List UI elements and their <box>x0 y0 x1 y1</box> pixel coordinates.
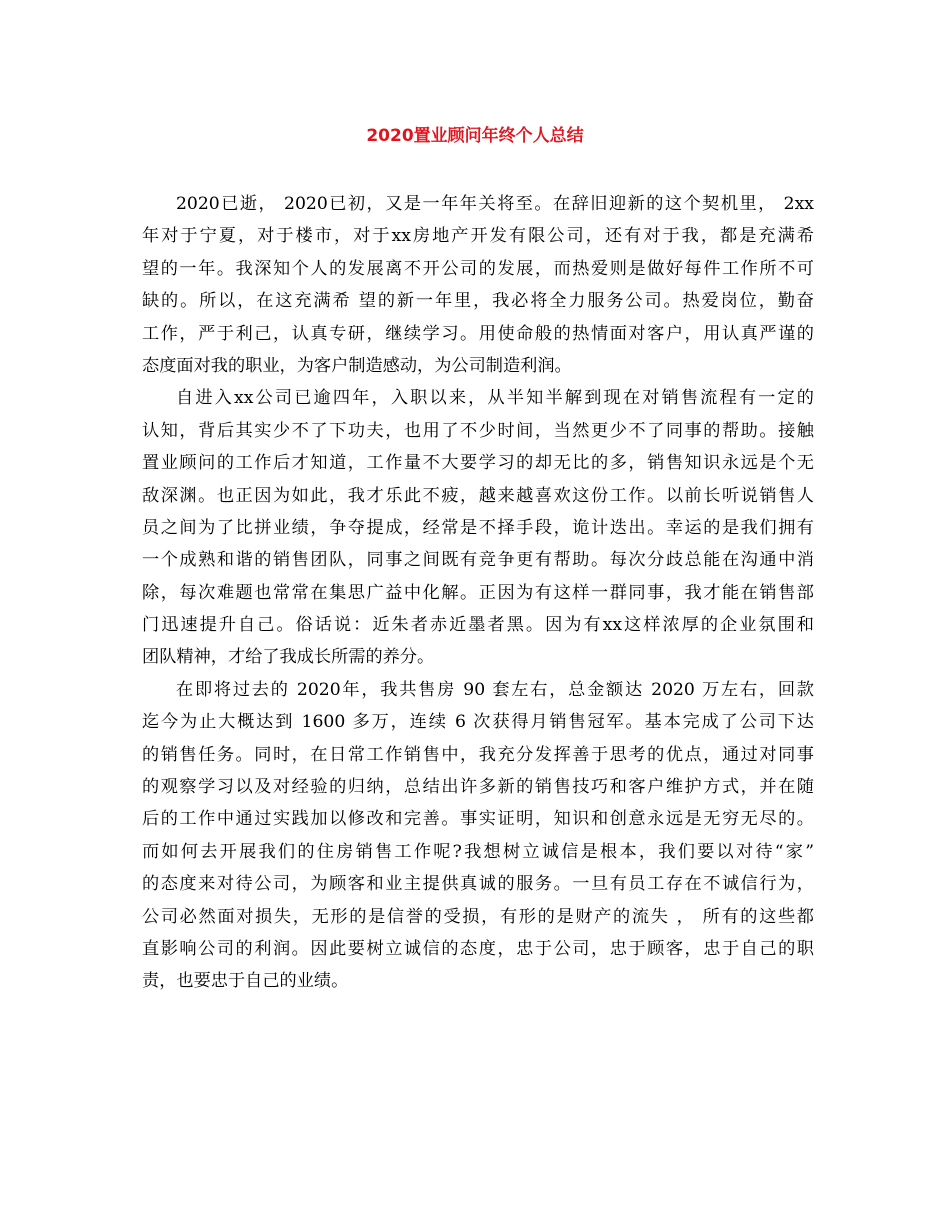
paragraph-line: 态度面对我的职业，为客户制造感动，为公司制造利润。 <box>142 355 572 376</box>
paragraph-line: 员之间为了比拼业绩，争夺提成，经常是不择手段，诡计迭出。幸运的是我们拥有 <box>142 517 814 538</box>
paragraph-line: 认知，背后其实少不了下功夫，也用了不少时间，当然更少不了同事的帮助。接触 <box>142 420 814 441</box>
paragraph-line: 的态度来对待公司，为顾客和业主提供真诚的服务。一旦有员工存在不诚信行为， <box>142 874 814 895</box>
paragraph-line: 责，也要忠于自己的业绩。 <box>142 971 349 992</box>
paragraph-line: 除，每次难题也常常在集思广益中化解。正因为有这样一群同事，我才能在销售部 <box>142 582 814 603</box>
document-body <box>142 188 814 998</box>
paragraph-line: 的销售任务。同时，在日常工作销售中，我充分发挥善于思考的优点，通过对同事 <box>142 744 814 765</box>
paragraph-line: 在即将过去的 2020年，我共售房 90 套左右，总金额达 2020 万左右，回款 <box>176 679 814 700</box>
paragraph-line: 望的一年。我深知个人的发展离不开公司的发展，而热爱则是做好每件工作所不可 <box>142 258 814 279</box>
paragraph-line: 直影响公司的利润。因此要树立诚信的态度，忠于公司，忠于顾客，忠于自己的职 <box>142 938 814 959</box>
paragraph-line: 一个成熟和谐的销售团队，同事之间既有竞争更有帮助。每次分歧总能在沟通中消 <box>142 550 814 571</box>
paragraph-line: 的观察学习以及对经验的归纳，总结出许多新的销售技巧和客户维护方式，并在随 <box>142 777 814 798</box>
paragraph-line: 而如何去开展我们的住房销售工作呢?我想树立诚信是根本，我们要以对待“家” <box>142 841 814 862</box>
paragraph-line: 年对于宁夏，对于楼市，对于xx房地产开发有限公司，还有对于我，都是充满希 <box>142 226 814 247</box>
paragraph-line: 敌深渊。也正因为如此，我才乐此不疲，越来越喜欢这份工作。以前长听说销售人 <box>142 485 814 506</box>
paragraph-line: 迄今为止大概达到 1600 多万，连续 6 次获得月销售冠军。基本完成了公司下达 <box>142 712 814 733</box>
paragraph-line: 门迅速提升自己。俗话说：近朱者赤近墨者黑。因为有xx这样浓厚的企业氛围和 <box>142 615 814 636</box>
paragraph-line: 缺的。所以，在这充满希 望的新一年里，我必将全力服务公司。热爱岗位，勤奋 <box>142 291 814 312</box>
paragraph-line: 公司必然面对损失，无形的是信誉的受损，有形的是财产的流失 ， 所有的这些都 <box>142 906 814 927</box>
paragraph-line: 自进入xx公司已逾四年，入职以来，从半知半解到现在对销售流程有一定的 <box>176 388 814 409</box>
paragraph-line: 后的工作中通过实践加以修改和完善。事实证明，知识和创意永远是无穷无尽的。 <box>142 809 814 830</box>
paragraph-3 <box>142 674 814 998</box>
paragraph-line: 团队精神，才给了我成长所需的养分。 <box>142 647 435 668</box>
document-title: 2020置业顾问年终个人总结 <box>366 126 584 146</box>
paragraph-2 <box>142 382 814 674</box>
paragraph-line: 2020已逝， 2020已初，又是一年年关将至。在辞旧迎新的这个契机里， 2xx <box>176 194 814 214</box>
paragraph-line: 工作，严于利己，认真专研，继续学习。用使命般的热情面对客户，用认真严谨的 <box>142 323 814 344</box>
paragraph-line: 置业顾问的工作后才知道，工作量不大要学习的却无比的多，销售知识永远是个无 <box>142 453 814 474</box>
paragraph-1 <box>142 188 814 382</box>
